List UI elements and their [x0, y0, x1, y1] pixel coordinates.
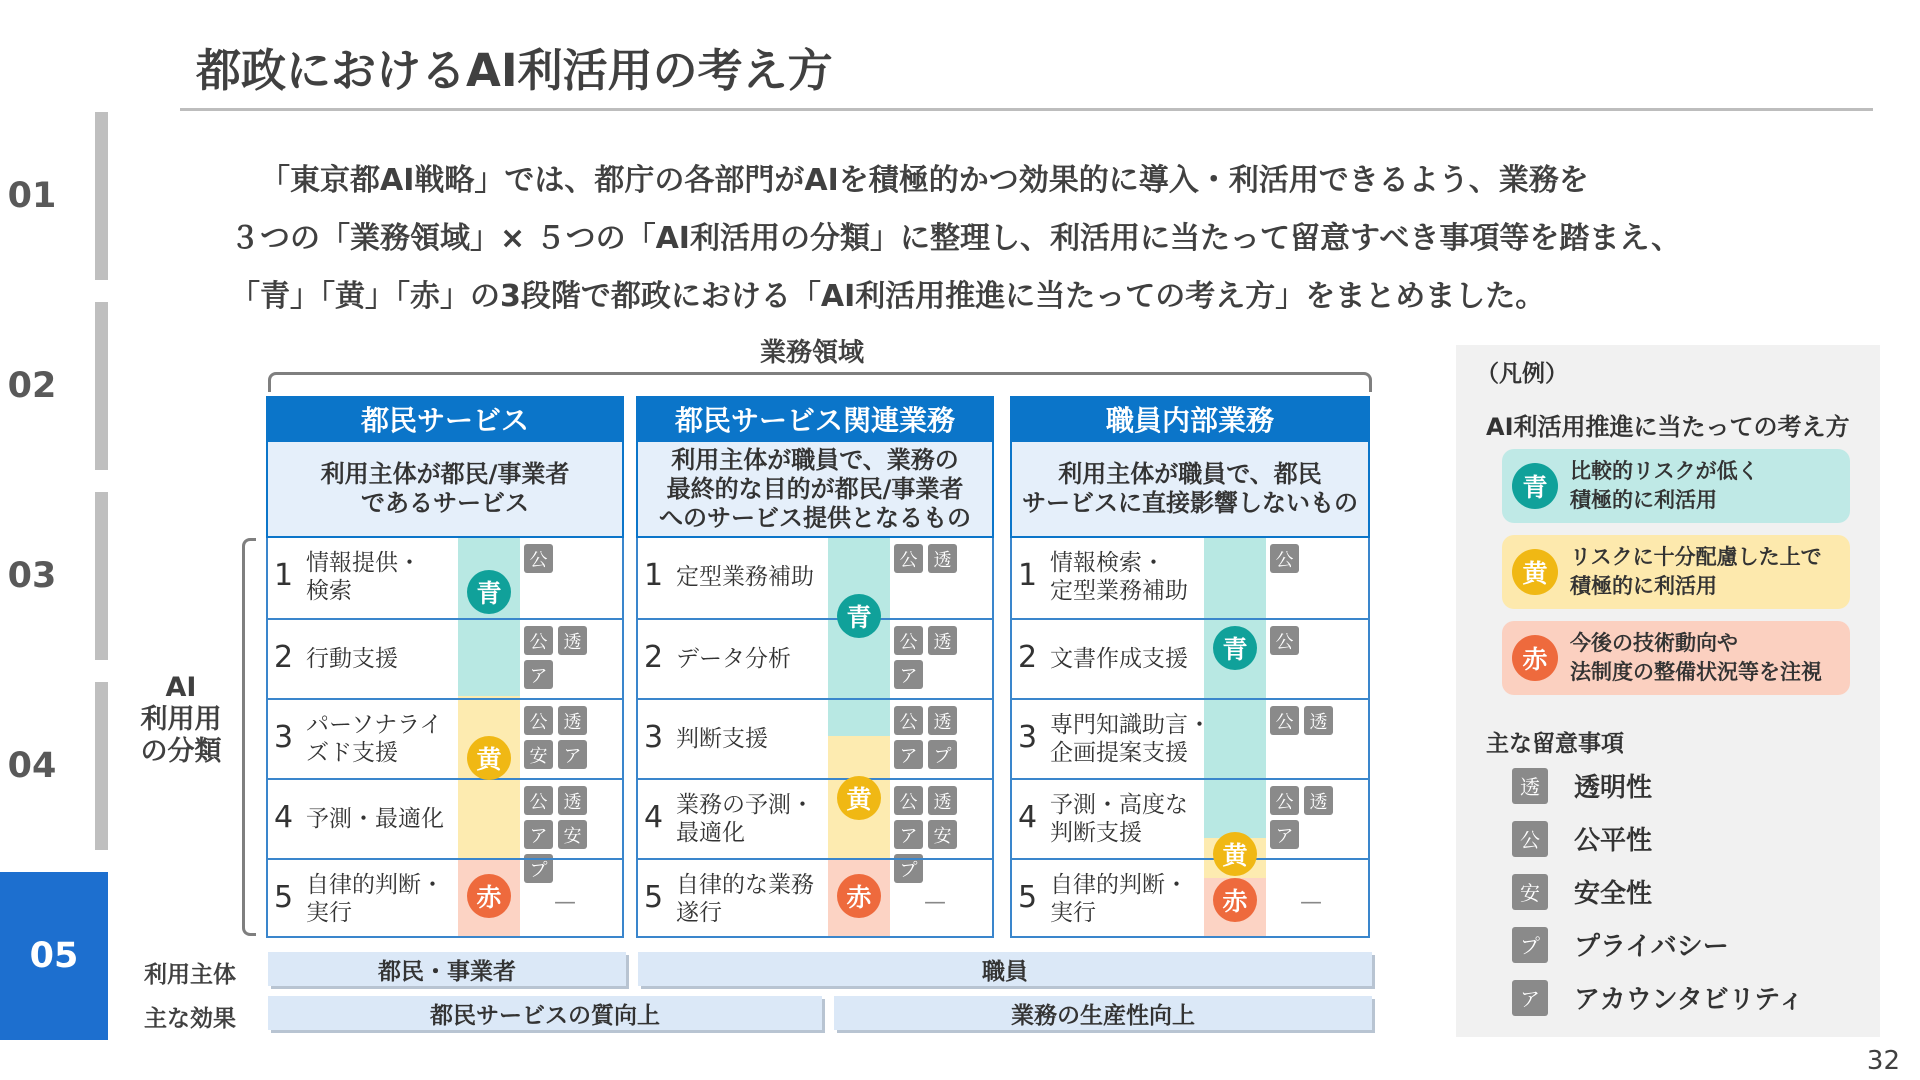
level-mark-赤: 赤: [467, 874, 511, 918]
legend-note-text: アカウンタビリティ: [1574, 985, 1805, 1015]
column-subtitle-line: 利用主体が都民/事業者: [320, 460, 570, 488]
section-tab-01[interactable]: [0, 112, 108, 280]
consideration-tag: 公: [894, 786, 923, 815]
consideration-tag: 公: [524, 626, 553, 655]
legend-level-line: 積極的に利活用: [1570, 574, 1717, 598]
section-number: 04: [7, 746, 57, 786]
row-label-line: 最適化: [676, 820, 745, 846]
row-label: [306, 538, 421, 616]
category-row: [1012, 698, 1368, 778]
not-applicable-dash: —: [924, 890, 946, 915]
legend-note-item: [1512, 873, 1652, 910]
legend-level-line: 今後の技術動向や: [1570, 631, 1738, 655]
legend-note-item: [1512, 926, 1729, 963]
consideration-tag: ア: [1270, 820, 1299, 849]
section-number: 05: [29, 936, 79, 976]
section-number: 02: [7, 366, 57, 406]
row-label: [306, 780, 444, 858]
row-label: [1050, 620, 1188, 698]
row-label: [676, 780, 814, 858]
column-subtitle: [1010, 442, 1370, 538]
category-row: [268, 538, 622, 618]
user-staff-bar: 職員: [638, 952, 1372, 986]
row-tags: [524, 706, 620, 769]
row-label-line: 自律的判断・: [1050, 872, 1188, 898]
row-tags: [894, 626, 990, 689]
level-mark-黄: 黄: [1213, 832, 1257, 876]
section-number: 03: [7, 556, 57, 596]
column-subtitle: [266, 442, 624, 538]
level-mark-icon: 黄: [1512, 549, 1558, 595]
row-label-line: 実行: [1050, 900, 1096, 926]
consideration-tag: 公: [1512, 821, 1548, 857]
consideration-tag: ア: [894, 660, 923, 689]
level-mark-黄: 黄: [837, 776, 881, 820]
row-number: 2: [274, 640, 294, 675]
column-subtitle-line: 利用主体が職員で、業務の: [671, 445, 959, 474]
not-applicable-dash: —: [554, 890, 576, 915]
row-label-line: 予測・最適化: [306, 806, 444, 832]
consideration-tag: 透: [928, 706, 957, 735]
legend-note-text: 透明性: [1574, 773, 1653, 803]
row-label-line: 業務の予測・: [676, 792, 814, 818]
consideration-tag: 公: [1270, 706, 1299, 735]
intro-line: 「東京都AI戦略」では、都庁の各部門がAIを積極的かつ効果的に導入・利活用できるよう、業務を: [260, 163, 1589, 198]
consideration-tag: 安: [928, 820, 957, 849]
row-number: 3: [644, 720, 664, 755]
row-label-line: 情報検索・: [1050, 550, 1165, 576]
row-label: [676, 700, 768, 778]
consideration-tag: プ: [894, 854, 923, 883]
category-row: [1012, 618, 1368, 698]
effect-productivity-bar: 業務の生産性向上: [834, 996, 1372, 1030]
row-label: [676, 860, 814, 938]
row-number: 4: [644, 800, 664, 835]
row-label-line: 企画提案支援: [1050, 740, 1188, 766]
effect-service-bar: 都民サービスの質向上: [268, 996, 822, 1030]
row-label-line: ズド支援: [306, 740, 398, 766]
consideration-tag: ア: [524, 660, 553, 689]
level-mark-icon: 青: [1512, 463, 1558, 509]
row-number: 5: [644, 880, 664, 915]
row-label: [1050, 538, 1188, 616]
row-label: [306, 700, 442, 778]
row-tags: [894, 544, 990, 573]
section-bar: [95, 682, 108, 850]
legend-level-黄: [1502, 535, 1850, 609]
legend-level-text: [1570, 457, 1759, 515]
consideration-tag: ア: [894, 820, 923, 849]
row-tags: [1270, 786, 1366, 849]
consideration-tag: プ: [928, 740, 957, 769]
section-bar: [95, 492, 108, 660]
consideration-tag: プ: [524, 854, 553, 883]
domain-label: 業務領域: [760, 338, 865, 368]
consideration-tag: 透: [928, 544, 957, 573]
row-label: [676, 620, 791, 698]
column-subtitle-line: であるサービス: [360, 489, 529, 517]
consideration-tag: 公: [894, 544, 923, 573]
row-label-line: 判断支援: [676, 726, 768, 752]
consideration-tag: 安: [558, 820, 587, 849]
row-label-line: 情報提供・: [306, 550, 421, 576]
row-tags: [524, 544, 620, 573]
consideration-tag: 公: [524, 544, 553, 573]
column-header: 都民サービス関連業務: [636, 396, 994, 442]
category-row: [638, 538, 992, 618]
column-subtitle-line: 最終的な目的が都民/事業者: [666, 474, 964, 503]
category-brace: [242, 538, 256, 936]
row-label: [1050, 780, 1188, 858]
consideration-tag: ア: [1512, 980, 1548, 1016]
consideration-tag: 透: [558, 706, 587, 735]
level-mark-赤: 赤: [837, 874, 881, 918]
consideration-tag: プ: [1512, 927, 1548, 963]
row-tags: [1270, 706, 1366, 735]
column-header: 都民サービス: [266, 396, 624, 442]
consideration-tag: 公: [1270, 626, 1299, 655]
level-mark-青: 青: [1213, 626, 1257, 670]
consideration-tag: 公: [1270, 544, 1299, 573]
legend-note-text: 安全性: [1574, 879, 1653, 909]
column-subtitle-line: 利用主体が職員で、都民: [1058, 460, 1322, 488]
row-label-line: 定型業務補助: [1050, 578, 1188, 604]
row-label-line: 自律的判断・: [306, 872, 444, 898]
row-label-line: 行動支援: [306, 646, 398, 672]
consideration-tag: 透: [1304, 786, 1333, 815]
category-row: [268, 698, 622, 778]
consideration-tag: 公: [894, 626, 923, 655]
column-header: 職員内部業務: [1010, 396, 1370, 442]
category-row: [638, 618, 992, 698]
category-row: [268, 858, 622, 938]
consideration-tag: 公: [524, 706, 553, 735]
intro-line: 「青」「黄」「赤」の3段階で都政における「AI利活用推進に当たっての考え方」をまとめました。: [230, 279, 1546, 314]
row-tags: [1270, 544, 1366, 573]
category-grid: [266, 538, 624, 938]
row-number: 2: [1018, 640, 1038, 675]
category-grid: [1010, 538, 1370, 938]
consideration-tag: 安: [524, 740, 553, 769]
level-mark-icon: 赤: [1512, 635, 1558, 681]
consideration-tag: 公: [524, 786, 553, 815]
section-tab-05[interactable]: [0, 872, 108, 1040]
legend-title: （凡例）: [1476, 361, 1568, 387]
category-label: [136, 672, 226, 768]
row-label-line: 実行: [306, 900, 352, 926]
row-label: [306, 860, 444, 938]
legend-level-line: 積極的に利活用: [1570, 488, 1717, 512]
row-number: 1: [1018, 558, 1038, 593]
intro-line: ３つの「業務領域」× ５つの「AI利活用の分類」に整理し、利活用に当たって留意すべき事項等を踏まえ、: [230, 221, 1682, 256]
category-row: [638, 778, 992, 881]
row-number: 2: [644, 640, 664, 675]
consideration-tag: 公: [1270, 786, 1299, 815]
row-number: 1: [644, 558, 664, 593]
column-subtitle: [636, 442, 994, 538]
consideration-tag: 透: [1512, 768, 1548, 804]
section-bar: [95, 302, 108, 470]
legend-level-line: リスクに十分配慮した上で: [1570, 545, 1822, 569]
row-label-line: 専門知識助言・: [1050, 712, 1211, 738]
legend-level-text: [1570, 543, 1822, 601]
consideration-tag: 透: [928, 626, 957, 655]
domain-brace: [268, 372, 1372, 392]
row-label: [676, 538, 814, 616]
category-row: [268, 778, 622, 881]
legend-note-text: プライバシー: [1574, 932, 1729, 962]
row-label: [1050, 860, 1188, 938]
page-number: 32: [1866, 1046, 1900, 1076]
legend-note-item: [1512, 767, 1652, 804]
row-label-line: 自律的な業務: [676, 872, 814, 898]
legend-notes-title: 主な留意事項: [1486, 731, 1624, 757]
consideration-tag: 透: [928, 786, 957, 815]
column-subtitle-line: へのサービス提供となるもの: [659, 503, 971, 532]
row-label: [306, 620, 398, 698]
row-label-line: パーソナライ: [306, 712, 443, 738]
section-tab-04[interactable]: [0, 682, 108, 850]
consideration-tag: ア: [894, 740, 923, 769]
effect-label: 主な効果: [144, 1006, 236, 1032]
consideration-tag: 透: [558, 626, 587, 655]
row-tags: [894, 706, 990, 769]
row-label-line: 文書作成支援: [1050, 646, 1188, 672]
column-subtitle-line: サービスに直接影響しないもの: [1022, 489, 1358, 517]
page-title: 都政におけるAI利活用の考え方: [196, 44, 833, 97]
row-tags: [1270, 626, 1366, 655]
title-divider: [180, 108, 1873, 111]
legend-note-item: [1512, 820, 1652, 857]
consideration-tag: ア: [558, 740, 587, 769]
legend-note-item: [1512, 979, 1804, 1016]
legend-level-line: 比較的リスクが低く: [1570, 459, 1759, 483]
category-label-line: の分類: [140, 736, 222, 767]
legend-level-line: 法制度の整備状況等を注視: [1570, 660, 1822, 684]
section-tab-03[interactable]: [0, 492, 108, 660]
level-mark-黄: 黄: [467, 736, 511, 780]
category-label-line: 利用用: [140, 704, 222, 735]
row-label-line: データ分析: [676, 646, 791, 672]
row-number: 3: [1018, 720, 1038, 755]
consideration-tag: ア: [524, 820, 553, 849]
legend-approach-title: AI利活用推進に当たっての考え方: [1486, 413, 1850, 441]
consideration-tag: 安: [1512, 874, 1548, 910]
row-label-line: 定型業務補助: [676, 564, 814, 590]
row-number: 5: [274, 880, 294, 915]
category-row: [1012, 778, 1368, 858]
category-row: [638, 858, 992, 938]
row-label-line: 遂行: [676, 900, 722, 926]
category-row: [1012, 538, 1368, 618]
section-bar: [95, 112, 108, 280]
row-tags: [524, 626, 620, 689]
category-label-line: AI: [165, 672, 197, 703]
legend-level-赤: [1502, 621, 1850, 695]
category-row: [1012, 858, 1368, 938]
not-applicable-dash: —: [1300, 890, 1322, 915]
level-mark-赤: 赤: [1213, 878, 1257, 922]
category-grid: [636, 538, 994, 938]
row-label-line: 予測・高度な: [1050, 792, 1188, 818]
intro-text: [160, 155, 1800, 329]
consideration-tag: 公: [894, 706, 923, 735]
level-mark-青: 青: [467, 570, 511, 614]
consideration-tag: 透: [1304, 706, 1333, 735]
user-citizen-bar: 都民・事業者: [268, 952, 626, 986]
row-number: 4: [1018, 800, 1038, 835]
section-number: 01: [7, 176, 57, 216]
row-label-line: 判断支援: [1050, 820, 1142, 846]
legend-level-青: [1502, 449, 1850, 523]
section-tab-02[interactable]: [0, 302, 108, 470]
legend-panel: [1456, 345, 1880, 1037]
row-label: [1050, 700, 1211, 778]
category-row: [268, 618, 622, 698]
user-label: 利用主体: [144, 962, 236, 988]
level-mark-青: 青: [837, 594, 881, 638]
row-number: 4: [274, 800, 294, 835]
row-number: 1: [274, 558, 294, 593]
category-row: [638, 698, 992, 778]
row-number: 3: [274, 720, 294, 755]
legend-note-text: 公平性: [1574, 826, 1653, 856]
row-label-line: 検索: [306, 578, 352, 604]
row-number: 5: [1018, 880, 1038, 915]
legend-level-text: [1570, 629, 1822, 687]
consideration-tag: 透: [558, 786, 587, 815]
